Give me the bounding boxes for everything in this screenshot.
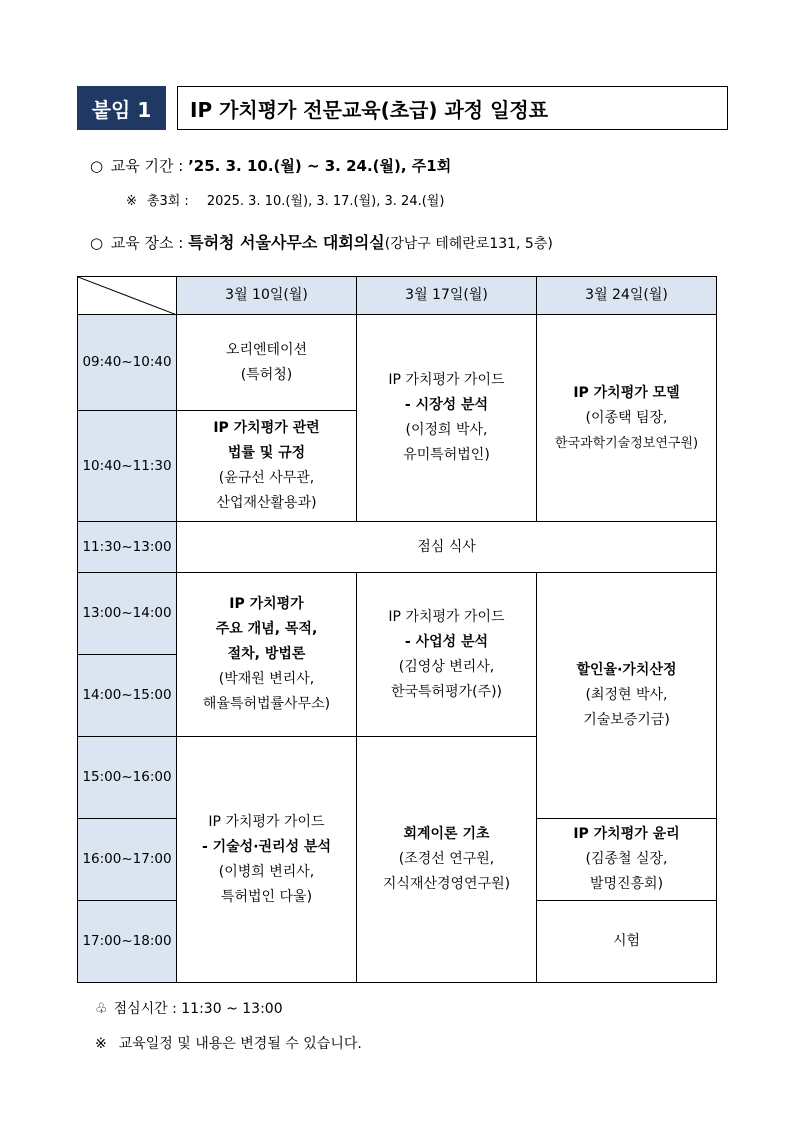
session-valuation-model <box>537 315 717 522</box>
period-value: ’25. 3. 10.(월) ~ 3. 24.(월), 주1회 <box>188 157 452 175</box>
session-market-analysis <box>357 315 537 522</box>
change-notice <box>95 1033 362 1053</box>
session-affiliation: 특허법인 다울) <box>220 888 313 905</box>
session-discount-rate <box>537 573 717 819</box>
session-title: 회계이론 기초 <box>403 826 490 842</box>
session-speaker: (최정현 박사, <box>585 687 668 703</box>
session-title-2: 주요 개념, 목적, <box>215 621 318 637</box>
session-tech-rights <box>177 737 357 983</box>
session-speaker: (이병희 변리사, <box>218 863 315 880</box>
venue-marker: ○ <box>90 234 104 252</box>
session-concepts <box>177 573 357 737</box>
schedule-table <box>77 276 717 983</box>
session-title: IP 가치평가 <box>229 596 304 612</box>
session-title-3: 절차, 방법론 <box>227 646 306 662</box>
session-speaker: (특허청) <box>240 366 293 383</box>
session-business-analysis <box>357 573 537 737</box>
time-cell: 10:40~11:30 <box>78 411 177 522</box>
session-accounting <box>357 737 537 983</box>
time-cell: 13:00~14:00 <box>78 573 177 655</box>
session-speaker: (이정희 박사, <box>405 422 488 438</box>
period-marker: ○ <box>90 157 104 175</box>
lunch-time-text: 점심시간 : 11:30 ~ 13:00 <box>113 1001 283 1017</box>
change-notice-text: 교육일정 및 내용은 변경될 수 있습니다. <box>118 1036 362 1052</box>
session-affiliation: 해율특허법률사무소) <box>202 696 331 712</box>
diagonal-line <box>78 277 177 315</box>
session-affiliation: 기술보증기금) <box>583 712 670 728</box>
note-value: 2025. 3. 10.(월), 3. 17.(월), 3. 24.(월) <box>206 194 445 209</box>
time-cell: 15:00~16:00 <box>78 737 177 819</box>
time-cell: 14:00~15:00 <box>78 655 177 737</box>
session-affiliation: 한국과학기술정보연구원) <box>554 435 699 451</box>
session-speaker: (윤규선 사무관, <box>218 470 315 486</box>
session-affiliation: 산업재산활용과) <box>216 495 317 511</box>
corner-cell <box>78 277 177 315</box>
lunch-time-note <box>95 998 283 1018</box>
session-title: IP 가치평가 가이드 <box>208 813 325 830</box>
period-label: 교육 기간 : <box>110 157 189 175</box>
club-icon: ♧ <box>95 1001 108 1017</box>
attachment-badge: 붙임 1 <box>77 86 166 130</box>
session-speaker: (김영상 변리사, <box>398 658 495 675</box>
session-title: IP 가치평가 윤리 <box>573 826 680 842</box>
notice-mark: ※ <box>95 1036 107 1052</box>
session-speaker: (조경선 연구원, <box>398 851 495 867</box>
time-cell: 17:00~18:00 <box>78 901 177 983</box>
day-header-2: 3월 17일(월) <box>357 277 537 315</box>
venue-line <box>90 230 553 253</box>
session-title: IP 가치평가 가이드 <box>388 372 505 388</box>
session-title: IP 가치평가 관련 <box>213 420 320 436</box>
document-title: IP 가치평가 전문교육(초급) 과정 일정표 <box>177 86 728 130</box>
session-title: IP 가치평가 모델 <box>573 384 680 401</box>
session-title: 오리엔테이션 <box>225 341 308 358</box>
document-header <box>77 86 728 130</box>
day-header-3: 3월 24일(월) <box>537 277 717 315</box>
session-exam: 시험 <box>537 901 717 983</box>
day-header-1: 3월 10일(월) <box>177 277 357 315</box>
note-mark: ※ <box>126 194 137 209</box>
period-line <box>90 155 451 176</box>
venue-address: (강남구 테헤란로131, 5층) <box>384 236 553 252</box>
session-affiliation: 지식재산경영연구원) <box>382 876 511 892</box>
session-title-2: 법률 및 규정 <box>227 445 306 461</box>
venue-label: 교육 장소 : <box>110 234 189 252</box>
time-cell: 09:40~10:40 <box>78 315 177 411</box>
session-speaker: (이종택 팀장, <box>585 409 668 426</box>
venue-value: 특허청 서울사무소 대회의실 <box>188 233 385 252</box>
session-affiliation: 발명진흥회) <box>589 876 664 892</box>
session-title: 할인율·가치산정 <box>576 662 677 678</box>
session-title: IP 가치평가 가이드 <box>388 608 505 625</box>
session-law <box>177 411 357 522</box>
session-subtitle: - 시장성 분석 <box>404 397 489 413</box>
session-subtitle: - 사업성 분석 <box>404 633 489 650</box>
time-cell: 11:30~13:00 <box>78 522 177 573</box>
session-subtitle: - 기술성·권리성 분석 <box>201 838 332 855</box>
note-label: 총3회 : <box>146 194 189 209</box>
time-cell: 16:00~17:00 <box>78 819 177 901</box>
period-note <box>126 190 444 209</box>
lunch-cell: 점심 식사 <box>177 522 717 573</box>
session-ethics <box>537 819 717 901</box>
session-affiliation: 한국특허평가(주)) <box>390 683 503 700</box>
session-affiliation: 유미특허법인) <box>403 447 490 463</box>
session-orientation <box>177 315 357 411</box>
session-speaker: (김종철 실장, <box>585 851 668 867</box>
session-speaker: (박재원 변리사, <box>218 671 315 687</box>
